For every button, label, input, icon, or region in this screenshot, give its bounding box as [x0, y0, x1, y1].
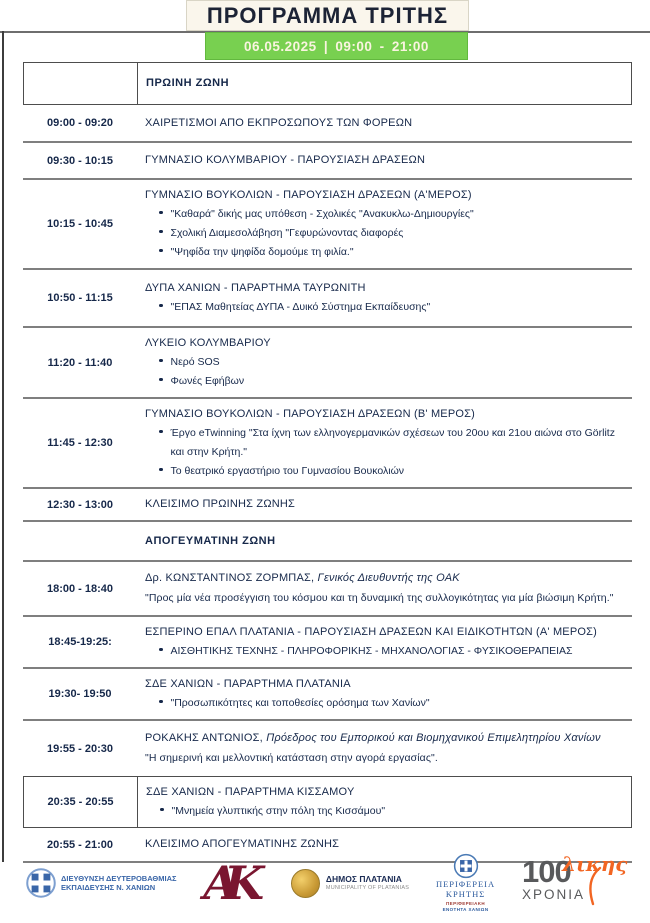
event-title	[145, 569, 622, 588]
bullet-icon	[159, 468, 163, 472]
platanias-subtitle: MUNICIPALITY OF PLATANIAS	[325, 885, 410, 891]
event-title-text: ΑΠΟΓΕΥΜΑΤΙΝΗ ΖΩΝΗ	[145, 534, 276, 547]
event-title-text: ΠΡΩΙΝΗ ΖΩΝΗ	[146, 77, 230, 89]
time-cell: 09:00 - 09:20	[46, 117, 114, 129]
logo-dde-chania	[26, 868, 177, 898]
dde-line1: ΔΙΕΥΘΥΝΣΗ ΔΕΥΤΕΡΟΒΑΘΜΙΑΣ	[61, 873, 177, 883]
bullet-icon	[159, 211, 163, 215]
schedule-row	[23, 328, 632, 399]
event-cell	[137, 143, 632, 178]
event-title	[145, 279, 622, 298]
event-cell	[137, 522, 632, 560]
schedule-row	[23, 669, 632, 721]
bullet-icon	[159, 249, 163, 253]
event-cell	[138, 63, 631, 104]
schedule-row	[23, 776, 632, 828]
event-subtitle: "Προς μία νέα προσέγγιση του κόσμου και τη δυναμική της συλλογικότητας για μία βιώσιμη Κρήτη."	[145, 592, 614, 604]
event-title-text: ΛΥΚΕΙΟ ΚΟΛΥΜΒΑΡΙΟΥ	[145, 337, 271, 349]
logo-100-chronia	[522, 854, 626, 912]
event-cell	[137, 721, 632, 776]
greek-flag-emblem-icon	[26, 868, 56, 898]
event-cell	[137, 105, 632, 141]
schedule-row	[23, 62, 632, 105]
event-title-text: ΓΥΜΝΑΣΙΟ ΚΟΛΥΜΒΑΡΙΟΥ - ΠΑΡΟΥΣΙΑΣΗ ΔΡΑΣΕΩΝ	[145, 154, 426, 166]
schedule-row	[23, 143, 632, 180]
platanias-title: ΔΗΜΟΣ ΠΛΑΤΑΝΙΑ	[325, 874, 402, 884]
bullet-item	[145, 424, 622, 462]
platanias-emblem-icon	[291, 869, 320, 898]
crete-line2: ΚΡΗΤΗΣ	[445, 889, 486, 899]
bullet-text: "ΕΠΑΣ Μαθητείας ΔΥΠΑ - Δυικό Σύστημα Εκπαίδευσης"	[170, 301, 431, 313]
event-cell	[138, 777, 631, 827]
bullet-icon	[160, 808, 164, 812]
time-cell: 19:55 - 20:30	[46, 742, 114, 755]
bullet-icon	[159, 359, 163, 363]
page-title: ΠΡΟΓΡΑΜΜΑ ΤΡΙΤΗΣ	[206, 2, 449, 28]
bullet-item	[145, 205, 622, 224]
event-title	[145, 532, 622, 551]
event-title-text: ΚΛΕΙΣΙΜΟ ΑΠΟΓΕΥΜΑΤΙΝΗΣ ΖΩΝΗΣ	[145, 838, 340, 850]
crete-line4: ΕΝΟΤΗΤΑ ΧΑΝΙΩΝ	[442, 907, 489, 912]
event-title	[145, 675, 622, 694]
bullet-item	[145, 224, 622, 243]
bullet-text: "Καθαρά" δικής μας υπόθεση - Σχολικές "Ανακυκλω-Δημιουργίες"	[170, 208, 474, 220]
time-cell: 18:45-19:25:	[48, 636, 112, 648]
event-title	[145, 151, 622, 170]
footer-logos	[26, 852, 626, 914]
time-cell	[23, 522, 137, 560]
time-cell: 10:50 - 11:15	[47, 292, 113, 304]
time-cell: 09:30 - 10:15	[46, 154, 114, 167]
event-title	[145, 186, 622, 205]
bullet-icon	[159, 378, 163, 382]
event-title-text: ΡΟΚΑΚΗΣ ΑΝΤΩΝΙΟΣ,	[145, 732, 263, 744]
schedule-row	[23, 489, 632, 522]
bullet-text: Σχολική Διαμεσολάβηση "Γεφυρώνοντας διαφορές	[170, 227, 404, 239]
bullet-icon	[159, 230, 163, 234]
bullet-item	[146, 802, 621, 821]
bullet-item	[145, 298, 622, 317]
schedule-row	[23, 617, 632, 669]
schedule-row	[23, 562, 632, 617]
bullet-text: Έργο eTwinning "Στα ίχνη των ελληνογερμανικών σχέσεων του 20ου και 21ου αιώνα στο Görlitz και στην Κρήτη."	[170, 427, 615, 458]
bullet-item	[145, 694, 622, 713]
event-title	[145, 405, 622, 424]
schedule-row	[23, 270, 632, 328]
bullet-item	[145, 372, 622, 391]
event-title-text: ΚΛΕΙΣΙΜΟ ΠΡΩΙΝΗΣ ΖΩΝΗΣ	[145, 498, 296, 510]
bullet-icon	[159, 430, 163, 434]
bullet-item	[145, 353, 622, 372]
logo-platanias	[291, 869, 409, 898]
crete-line3: ΠΕΡΙΦΕΡΕΙΑΚΗ	[446, 901, 486, 906]
time-cell: 10:15 - 10:45	[46, 218, 114, 230]
event-title-text: ΕΣΠΕΡΙΝΟ ΕΠΑΛ ΠΛΑΤΑΝΙΑ - ΠΑΡΟΥΣΙΑΣΗ ΔΡΑΣΕΩΝ ΚΑΙ ΕΙΔΙΚΟΤΗΤΩΝ (Α' ΜΕΡΟΣ)	[145, 626, 598, 638]
dde-line2: ΕΚΠΑΙΔΕΥΣΗΣ Ν. ΧΑΝΙΩΝ	[61, 883, 156, 892]
date-banner	[205, 32, 468, 60]
event-cell	[137, 669, 632, 719]
event-cell	[137, 180, 632, 268]
event-cell	[137, 328, 632, 397]
left-frame-line	[2, 31, 4, 862]
event-title	[145, 623, 622, 642]
bullet-text: "Προσωπικότητες και τοποθεσίες ορόσημα των Χανίων"	[170, 697, 430, 709]
crete-line1: ΠΕΡΙΦΕΡΕΙΑ	[435, 879, 496, 889]
time-cell: 20:35 - 20:55	[24, 777, 138, 827]
schedule-row	[23, 180, 632, 270]
event-title	[145, 334, 622, 353]
bullet-text: "Ψηφίδα την ψηφίδα δομούμε τη φιλία."	[170, 246, 354, 258]
century-script: λικης	[562, 852, 628, 876]
logo-crete-region	[436, 853, 495, 913]
schedule-row	[23, 522, 632, 562]
event-title-role: Πρόεδρος του Εμπορικού και Βιομηχανικού Επιμελητηρίου Χανίων	[262, 732, 601, 744]
time-cell: 11:45 - 12:30	[47, 437, 113, 449]
time-cell	[24, 63, 138, 104]
bullet-icon	[159, 648, 163, 652]
event-title-text: ΣΔΕ ΧΑΝΙΩΝ - ΠΑΡΑΡΤΗΜΑ ΠΛΑΤΑΝΙΑ	[145, 678, 351, 690]
bullet-text: Νερό SOS	[170, 356, 220, 368]
bullet-item	[145, 642, 622, 661]
time-cell: 20:55 - 21:00	[46, 838, 114, 851]
event-cell	[137, 399, 632, 487]
event-title	[145, 495, 622, 514]
time-cell: 19:30- 19:50	[48, 688, 112, 700]
event-title-text: ΓΥΜΝΑΣΙΟ ΒΟΥΚΟΛΙΩΝ - ΠΑΡΟΥΣΙΑΣΗ ΔΡΑΣΕΩΝ (Α'ΜΕΡΟΣ)	[145, 189, 472, 201]
bullet-text: "Μνημεία γλυπτικής στην πόλη της Κισσάμου"	[171, 805, 386, 817]
century-bottom: ΧΡΟΝΙΑ	[522, 887, 586, 902]
event-title-text: ΣΔΕ ΧΑΝΙΩΝ - ΠΑΡΑΡΤΗΜΑ ΚΙΣΣΑΜΟΥ	[146, 786, 355, 798]
bullet-item	[145, 462, 622, 481]
time-cell: 11:20 - 11:40	[47, 356, 113, 369]
bullet-text: Το θεατρικό εργαστήριο του Γυμνασίου Βουκολιών	[170, 465, 405, 477]
event-cell	[137, 489, 632, 520]
event-title	[146, 783, 621, 802]
century-number: 100	[522, 854, 571, 889]
event-subtitle: "Η σημερινή και μελλοντική κατάσταση στην αγορά εργασίας".	[145, 752, 438, 764]
logo-oak-monogram	[203, 856, 264, 910]
event-title-role: Γενικός Διευθυντής της ΟΑΚ	[314, 572, 460, 584]
time-cell: 12:30 - 13:00	[46, 498, 114, 511]
schedule-row	[23, 721, 632, 776]
date-banner-text: 06.05.2025 | 09:00 - 21:00	[244, 38, 429, 54]
event-title-text: Δρ. ΚΩΝΣΤΑΝΤΙΝΟΣ ΖΟΡΜΠΑΣ,	[145, 572, 315, 584]
bullet-icon	[159, 700, 163, 704]
century-swoosh-icon	[584, 866, 604, 906]
event-title	[145, 729, 622, 748]
event-title	[146, 74, 621, 93]
schedule-row	[23, 399, 632, 489]
event-title-text: ΓΥΜΝΑΣΙΟ ΒΟΥΚΟΛΙΩΝ - ΠΑΡΟΥΣΙΑΣΗ ΔΡΑΣΕΩΝ (Β' ΜΕΡΟΣ)	[145, 408, 476, 420]
bullet-item	[145, 243, 622, 262]
bullet-text: Φωνές Εφήβων	[170, 375, 245, 387]
oak-monogram-icon: ΑΚ	[203, 856, 250, 910]
event-cell	[137, 562, 632, 615]
page-title-box	[186, 0, 469, 31]
schedule-row	[23, 105, 632, 143]
crete-emblem-icon	[453, 853, 479, 879]
schedule-table	[23, 62, 632, 863]
time-cell: 18:00 - 18:40	[46, 582, 114, 595]
bullet-text: ΑΙΣΘΗΤΙΚΗΣ ΤΕΧΝΗΣ - ΠΛΗΡΟΦΟΡΙΚΗΣ - ΜΗΧΑΝΟΛΟΓΙΑΣ - ΦΥΣΙΚΟΘΕΡΑΠΕΙΑΣ	[170, 645, 573, 657]
bullet-icon	[159, 304, 163, 308]
event-title-text: ΔΥΠΑ ΧΑΝΙΩΝ - ΠΑΡΑΡΤΗΜΑ ΤΑΥΡΩΝΙΤΗ	[145, 282, 366, 294]
event-title	[145, 114, 622, 133]
event-cell	[137, 270, 632, 326]
event-title-text: ΧΑΙΡΕΤΙΣΜΟΙ ΑΠΟ ΕΚΠΡΟΣΩΠΟΥΣ ΤΩΝ ΦΟΡΕΩΝ	[145, 116, 413, 129]
event-cell	[137, 617, 632, 667]
